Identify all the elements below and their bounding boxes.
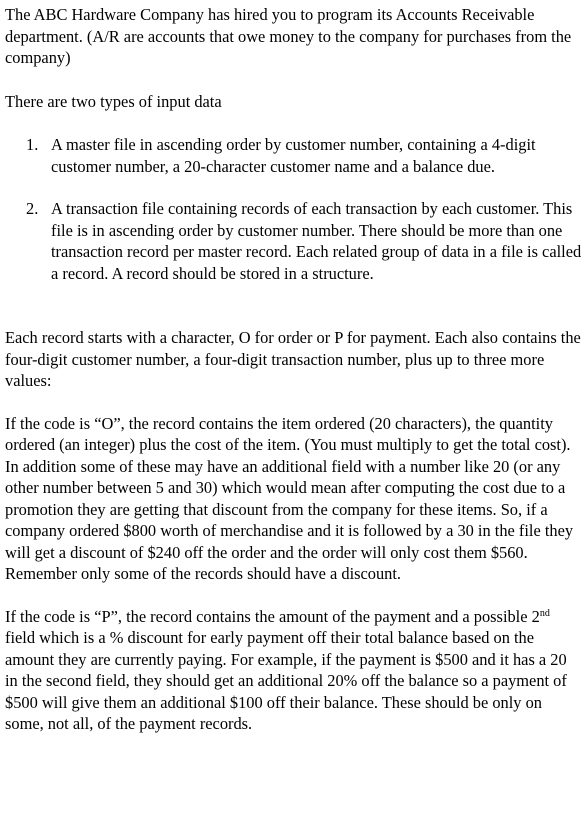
list-item-transaction-file bbox=[5, 198, 583, 284]
order-code-paragraph: If the code is “O”, the record contains the item ordered (20 characters), the quantity ordered (an integer) plus the cost of the item. (You must multiply to get the total cost). In addition some of these may have an additional field with a number like 20 (or any other number between 5 and 30) which would mean after computing the cost due to a promotion they are getting that discount from the company for these items. So, if a company ordered $800 worth of merchandise and it is followed by a 30 in the file they will get a discount of $240 off the order and the order will only cost them $560. Remember only some of the records should have a discount. bbox=[5, 413, 574, 583]
list-number: 2. bbox=[26, 199, 39, 218]
list-item-text: A transaction file containing records of each transaction by each customer. This file is in ascending order by customer number. There should be more than one transaction record per master record. Each related group of data in a file is called a record. A record should be stored in a structure. bbox=[51, 199, 582, 283]
intro-paragraph: The ABC Hardware Company has hired you to program its Accounts Receivable department. (A/R are accounts that owe money to the company for purchases from the company) bbox=[5, 5, 572, 67]
record-format-paragraph: Each record starts with a character, O for order or P for payment. Each also contains the four-digit customer number, a four-digit transaction number, plus up to three more values: bbox=[5, 328, 581, 390]
list-item-master-file bbox=[5, 134, 583, 177]
list-number: 1. bbox=[26, 135, 39, 154]
payment-text-end: field which is a % discount for early payment off their total balance based on the amount they are currently paying. For example, if the payment is $500 and it has a 20 in the second field, they should get an additional 20% off the balance so a payment of $500 will give them an additional $100 off their balance. These should be only on some, not all, of the payment records. bbox=[5, 628, 567, 733]
input-types-heading: There are two types of input data bbox=[5, 91, 222, 111]
input-types-list bbox=[5, 134, 583, 284]
payment-code-paragraph bbox=[5, 606, 583, 735]
ordinal-superscript: nd bbox=[539, 607, 550, 619]
payment-text-start: If the code is “P”, the record contains the amount of the payment and a possible 2 bbox=[5, 606, 540, 626]
list-item-text: A master file in ascending order by customer number, containing a 4-digit customer number, a 20-character customer name and a balance due. bbox=[51, 135, 536, 176]
